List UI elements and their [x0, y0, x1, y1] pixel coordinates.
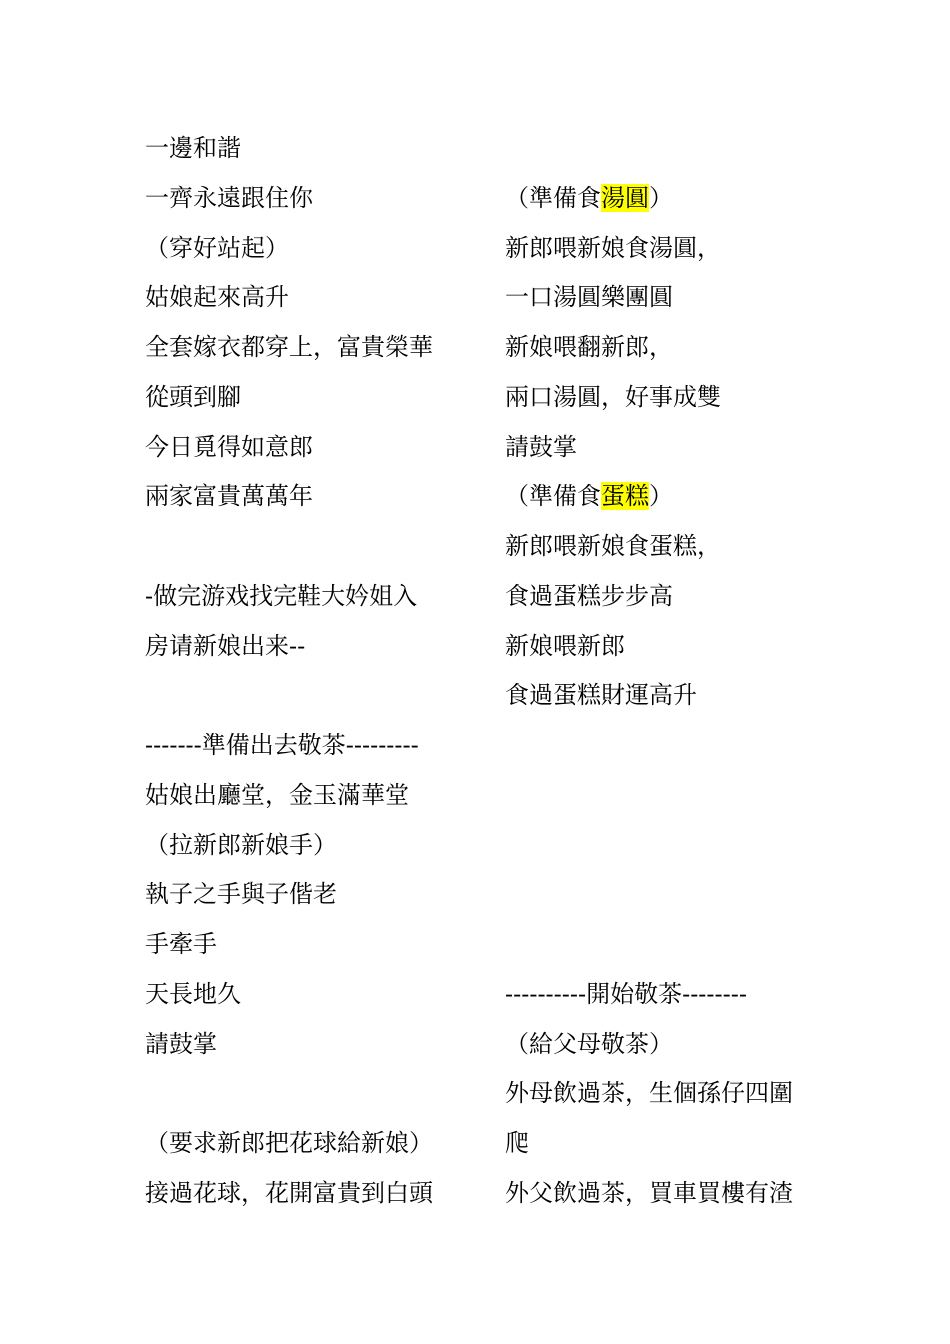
text-line: 新娘喂新郎: [505, 631, 625, 660]
text-line: 請鼓掌: [505, 432, 577, 461]
blank-line: [505, 870, 835, 920]
stage-direction-cake: [505, 472, 835, 522]
section-divider: -------準備出去敬茶---------: [145, 731, 419, 759]
text-line: 姑娘起來高升: [145, 283, 289, 312]
text-line: 全套嫁衣都穿上，富貴榮華: [145, 333, 433, 361]
stage-direction-soup: [505, 174, 835, 224]
text-line: 接過花球，花開富貴到白頭: [145, 1178, 433, 1207]
blank-line: [505, 771, 835, 821]
blank-line: [505, 124, 835, 174]
blank-line: [505, 920, 835, 970]
text-line: 一邊和諧: [145, 134, 241, 162]
text-line: 執子之手與子偕老: [145, 880, 337, 909]
direction-prefix: （準備食: [505, 482, 601, 511]
text-line: 食過蛋糕財運高升: [505, 681, 697, 710]
text-line: 爬: [505, 1129, 529, 1157]
highlighted-text: 湯圓: [601, 183, 649, 212]
text-line: 請鼓掌: [145, 1029, 217, 1058]
text-line: 新郎喂新娘食湯圓，: [505, 233, 721, 262]
highlighted-text: 蛋糕: [601, 482, 649, 511]
stage-direction: （給父母敬茶）: [505, 1029, 673, 1058]
text-line: 一口湯圓樂團圓: [505, 283, 673, 312]
direction-suffix: ）: [649, 482, 673, 511]
text-line: 食過蛋糕步步高: [505, 581, 673, 610]
text-line: 房请新娘出来--: [145, 631, 306, 660]
section-divider: ----------開始敬茶--------: [505, 979, 747, 1008]
text-line: 外母飲過茶，生個孫仔四圍: [505, 1079, 793, 1108]
text-line: 新郎喂新娘食蛋糕，: [505, 532, 721, 560]
direction-prefix: （準備食: [505, 183, 601, 212]
text-line: 姑娘出廳堂，金玉滿華堂: [145, 780, 409, 809]
text-line: 手牽手: [145, 930, 217, 958]
text-line: 外父飲過茶，買車買樓有渣: [505, 1178, 793, 1207]
blank-line: [145, 671, 475, 721]
text-line: 兩口湯圓，好事成雙: [505, 382, 721, 411]
blank-line: [505, 821, 835, 871]
direction-suffix: ）: [649, 183, 673, 212]
blank-line: [505, 721, 835, 771]
text-line: 兩家富貴萬萬年: [145, 482, 313, 511]
stage-direction: （要求新郎把花球給新娘）: [145, 1129, 433, 1157]
stage-direction: （拉新郎新娘手）: [145, 830, 337, 859]
left-column: [145, 124, 475, 1219]
blank-line: [145, 522, 475, 572]
text-line: 從頭到腳: [145, 382, 241, 411]
blank-line: [145, 1069, 475, 1119]
right-column: [505, 124, 835, 1219]
text-line: 新娘喂翻新郎，: [505, 333, 673, 361]
text-line: 天長地久: [145, 979, 241, 1008]
text-line: 一齊永遠跟住你: [145, 183, 313, 212]
text-line: -做完游戏找完鞋大妗姐入: [145, 581, 418, 610]
text-line: 今日覓得如意郎: [145, 432, 313, 461]
text-line: （穿好站起）: [145, 233, 289, 262]
